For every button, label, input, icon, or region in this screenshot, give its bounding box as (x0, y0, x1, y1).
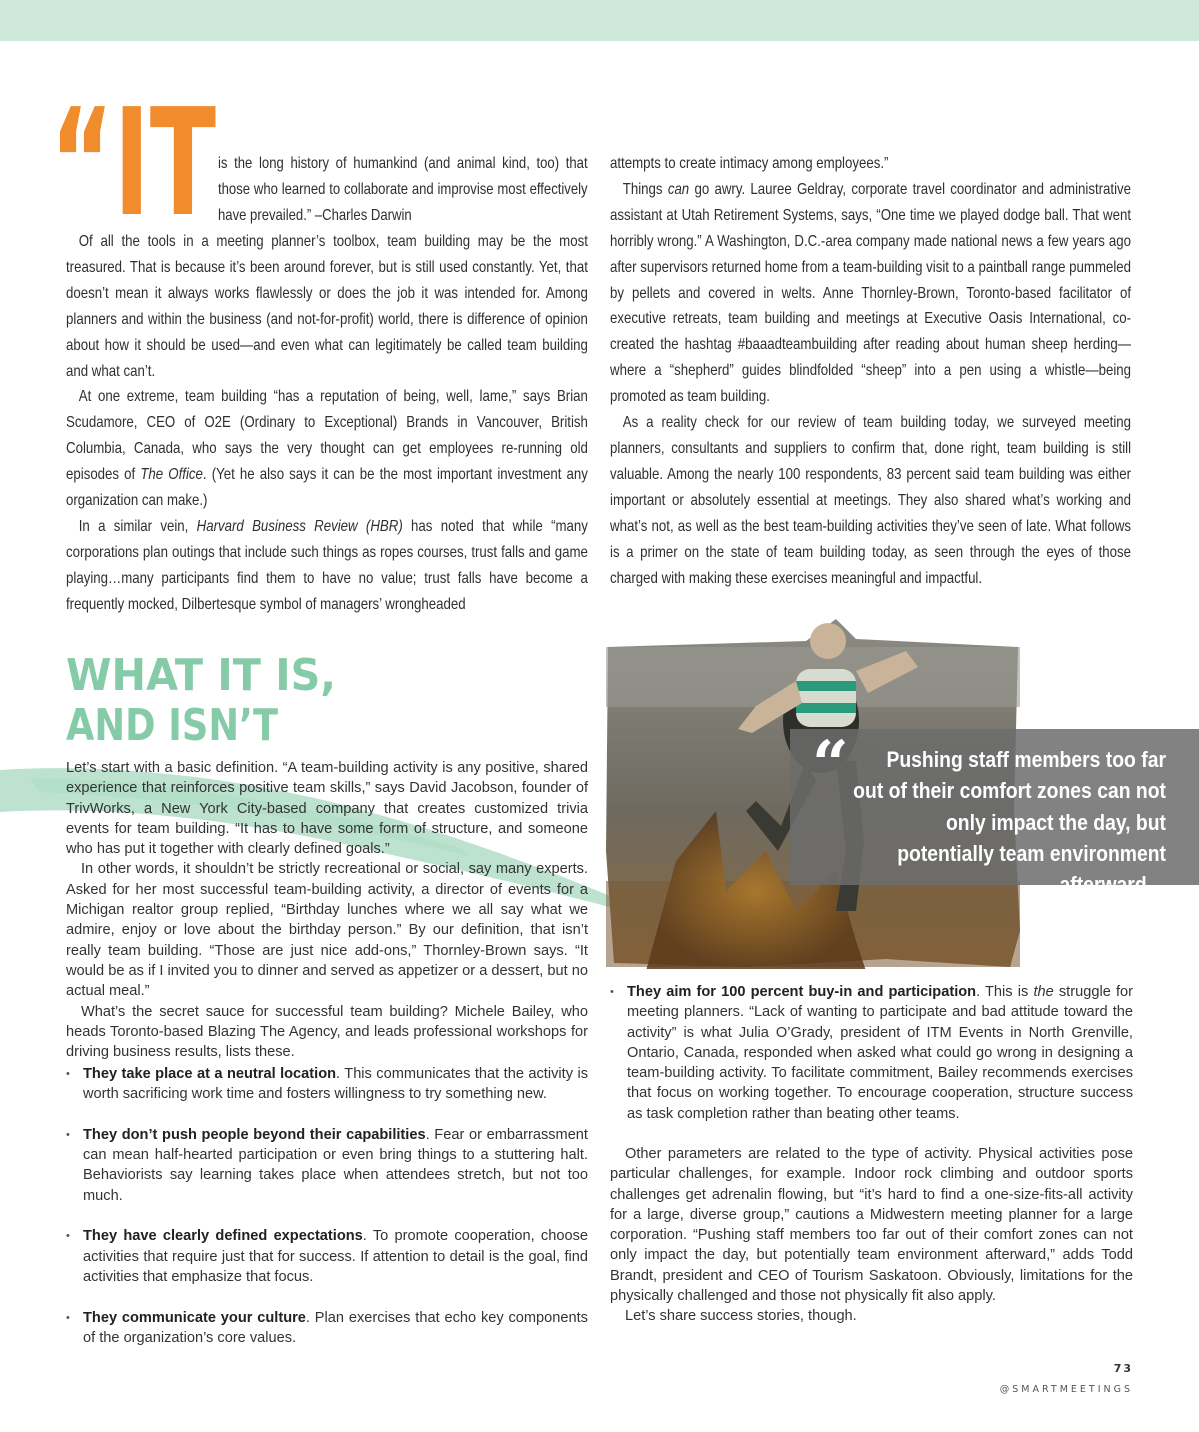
drop-cap (50, 92, 218, 224)
section-heading-line-1: WHAT IT IS, (66, 650, 336, 701)
section-paragraph-1: Let’s start with a basic definition. “A team-building activity is any positive, shared experience that reinforces positive team skills,” says David Jacobson, founder of TrivWorks, a New York City-based company that creates customized trivia events for team building. “It has to have some form of structure, and someone who has put it together with clearly defined goals.” (66, 760, 588, 858)
col2-paragraph-1: attempts to create intimacy among employees.” (610, 155, 889, 172)
section-heading-line-2: AND ISN’T (66, 700, 278, 748)
closing-paragraph-1: Other parameters are related to the type of activity. Physical activities pose particular challenges, for example. Indoor rock climbing and outdoor sports challenges get adrenalin flowing, but “it’s hard to find a one-size-fits-all activity for a large, diverse group,” cautions a Midwestern meeting planner for a large corporation. “Pushing staff members too far out of their comfort zones can not only impact the day, but potentially team environment afterward,” adds Todd Brandt, president and CEO of Tourism Saskatoon. Obviously, limitations for the physically challenged and those not physically fit also apply. (610, 1146, 1133, 1305)
list-item: • They communicate your culture. Plan exercises that echo key components of the organization’s core values. (66, 1308, 588, 1349)
section-body (66, 758, 588, 1062)
quote-mark-icon: “ (812, 727, 849, 802)
closing-paragraph-2: Let’s share success stories, though. (625, 1308, 857, 1325)
intro-quote-text: is the long history of humankind (and animal kind, too) that those who learned to collaborate and improvise most effectively have prevailed.” –Charles Darwin (218, 155, 588, 224)
social-handle: @SMARTMEETINGS (999, 1384, 1133, 1395)
criteria-list-continued (610, 982, 1133, 1144)
col2-paragraph-2: Things can go awry. Lauree Geldray, corporate travel coordinator and administrative assistant at Utah Retirement Systems, says, “One time we played dodge ball. That went horribly wrong.” A Washington, D.C.-area company made national news a few years ago after supervisors returned home from a team-building visit to a paintball range pummeled by pellets and covered in welts. Anne Thornley-Brown, Toronto-based facilitator of executive retreats, team building and meetings at Executive Oasis International, co-created the hashtag #baaadteambuilding after reading about human sheep herding—where a “shepherd” guides blindfolded “sheep” into a pen using a whistle—being promoted as team building. (610, 180, 1132, 406)
pull-quote: Pushing staff members too far out of their comfort zones can not only impact the day, but potentially team environment afterward… (853, 747, 1166, 898)
section-paragraph-3: What’s the secret sauce for successful team building? Michele Bailey, who heads Toronto-based Blazing The Agency, and leads professional workshops for driving business results, lists these. (66, 1003, 588, 1061)
column-1-intro (66, 229, 588, 618)
column-2-closing (610, 1144, 1133, 1327)
page-number: 73 (1113, 1362, 1133, 1375)
col1-paragraph-3: In a similar vein, Harvard Business Review (HBR) has noted that while “many corporations plan outings that include such things as ropes courses, trust falls and game playing…many participants find them to have no value; trust falls have become a frequently mocked, Dilbertesque symbol of managers’ wrongheaded (66, 517, 588, 613)
drop-cap-letters: “IT (50, 92, 217, 224)
list-item: • They don’t push people beyond their capabilities. Fear or embarrassment can mean half-hearted participation or even bring things to a stuttering halt. Behaviorists say learning takes place when attendees stretch, but not too much. (66, 1125, 588, 1206)
list-item: • They take place at a neutral location. This communicates that the activity is worth sacrificing work time and fosters willingness to try something new. (66, 1064, 588, 1105)
section-heading (64, 648, 404, 748)
list-item: • They aim for 100 percent buy-in and participation. This is the struggle for meeting planners. “Lack of wanting to participate and bad attitude toward the activity” is what Julia O’Grady, president of ITM Events in North Grenville, Ontario, Canada, responded when asked what could go wrong in designing a team-building activity. To facilitate commitment, Bailey recommends exercises that focus on working together. To encourage cooperation, structure success as task completion rather than beating other teams. (610, 982, 1133, 1124)
col2-paragraph-3: As a reality check for our review of team building today, we surveyed meeting planners, consultants and suppliers to confirm that, done right, team building is still valuable. Among the nearly 100 respondents, 83 percent said team building was either important or absolutely essential at meetings. They also shared what’s working and what’s not, as well as the best team-building activities they’ve seen of late. What follows is a primer on the state of team building today, as seen through the eyes of those charged with making these exercises meaningful and impactful. (610, 414, 1132, 587)
col1-paragraph-1: Of all the tools in a meeting planner’s toolbox, team building may be the most treasured. That is because it’s been around forever, but is still used constantly. Yet, that doesn’t mean it always works flawlessly or does the job it was intended for. Among planners and within the business (and not-for-profit) world, there is difference of opinion about how it should be used—and even what can legitimately be called team building and what can’t. (66, 233, 588, 380)
col1-paragraph-2: At one extreme, team building “has a reputation of being, well, lame,” says Brian Scudamore, CEO of O2E (Ordinary to Exceptional) Brands in Vancouver, British Columbia, Canada, who says the very thought can get employees re-running old episodes of The Office. (Yet he also says it can be the most important investment any organization can make.) (66, 388, 588, 510)
criteria-list (66, 1064, 588, 1368)
intro-quote (218, 151, 588, 229)
top-color-band (0, 0, 1199, 41)
section-paragraph-2: In other words, it shouldn’t be strictly recreational or social, say many experts. Asked for her most successful team-building activity, a director of events for a Michigan realtor group replied, “Birthday lunches where we all say what we admire, enjoy or love about the birthday person.” By our definition, that isn’t really team building. “Those are just nice add-ons,” Thornley-Brown says. “It would be as if I invited you to dinner and served as appetizer or a dessert, but no actual meal.” (66, 861, 588, 1000)
column-2-intro (610, 151, 1131, 591)
list-item: • They have clearly defined expectations. To promote cooperation, choose activities that require just that for success. If attention to detail is the goal, find activities that emphasize that focus. (66, 1226, 588, 1287)
